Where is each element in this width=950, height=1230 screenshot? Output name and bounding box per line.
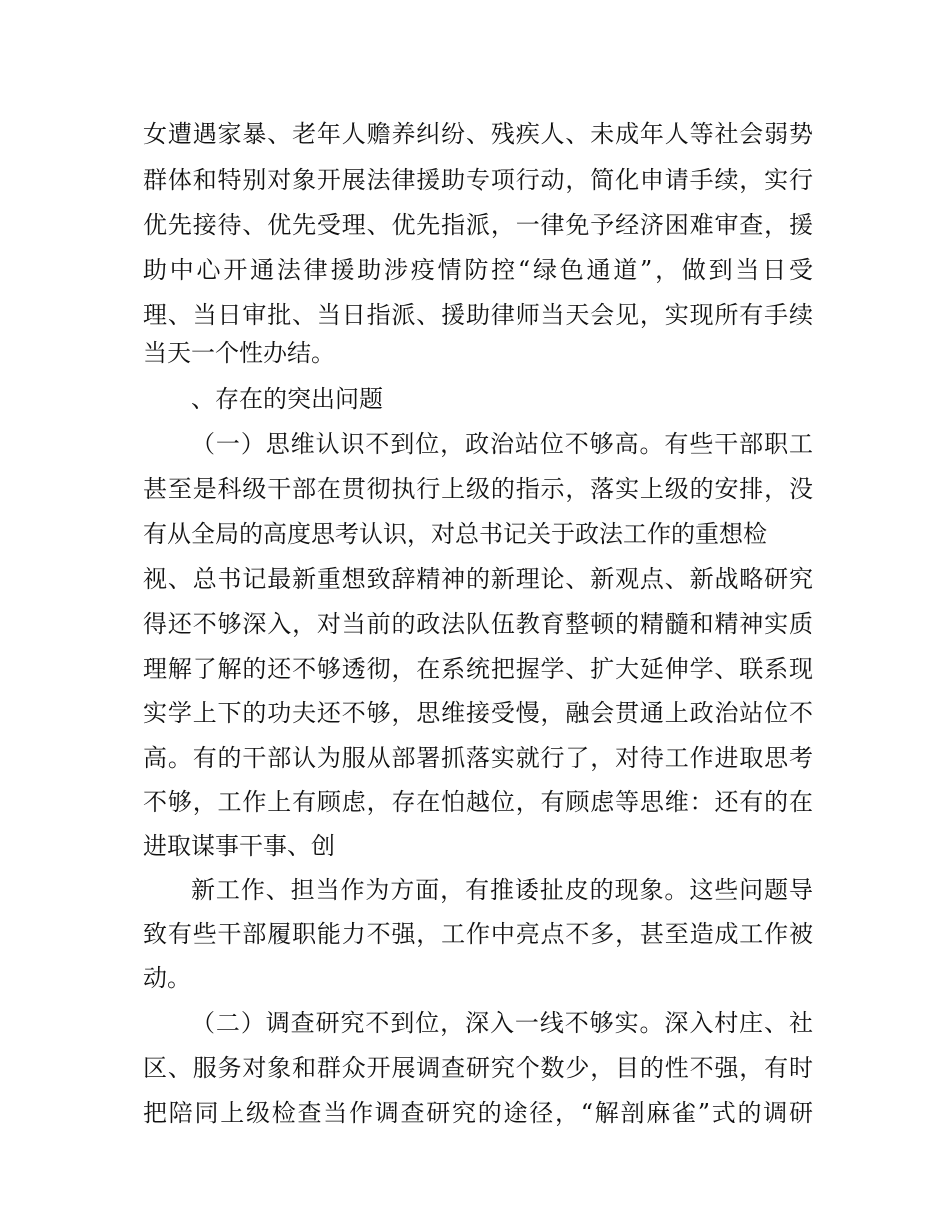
paragraph-line: （二）调查研究不到位，深入一线不够实。深入村庄、社 — [191, 1009, 813, 1037]
paragraph-line: 把陪同上级检查当作调查研究的途径，“解剖麻雀”式的调研 — [143, 1099, 813, 1127]
paragraph-line: 理、当日审批、当日指派、援助律师当天会见，实现所有手续 — [143, 301, 813, 329]
paragraph-line: 高。有的干部认为服从部署抓落实就行了，对待工作进取思考 — [143, 744, 813, 772]
paragraph-line: 区、服务对象和群众开展调查研究个数少，目的性不强，有时 — [143, 1054, 813, 1082]
paragraph-line: 甚至是科级干部在贯彻执行上级的指示，落实上级的安排，没 — [143, 475, 813, 503]
paragraph-line: 助中心开通法律援助涉疫情防控“绿色通道”，做到当日受 — [143, 256, 813, 284]
paragraph-line: 群体和特别对象开展法律援助专项行动，简化申请手续，实行 — [143, 166, 813, 194]
paragraph-line: 有从全局的高度思考认识，对总书记关于政法工作的重想检 — [143, 520, 767, 548]
paragraph-line: 动。 — [143, 964, 191, 992]
paragraph-line: 优先接待、优先受理、优先指派，一律免予经济困难审查，援 — [143, 211, 813, 239]
paragraph-line: 女遭遇家暴、老年人赡养纠纷、残疾人、未成年人等社会弱势 — [143, 120, 813, 148]
paragraph-line: 实学上下的功夫还不够，思维接受慢，融会贯通上政治站位不 — [143, 699, 813, 727]
paragraph-line: 理解了解的还不够透彻，在系统把握学、扩大延伸学、联系现 — [143, 655, 813, 683]
paragraph-line: （一）思维认识不到位，政治站位不够高。有些干部职工 — [191, 430, 813, 458]
paragraph-line: 新工作、担当作为方面，有推诿扯皮的现象。这些问题导 — [191, 876, 813, 904]
paragraph-line: 视、总书记最新重想致辞精神的新理论、新观点、新战略研究 — [143, 565, 813, 593]
paragraph-line: 不够，工作上有顾虑，存在怕越位，有顾虑等思维：还有的在 — [143, 788, 813, 816]
paragraph-line: 当天一个性办结。 — [143, 339, 335, 367]
paragraph-line: 得还不够深入，对当前的政法队伍教育整顿的精髓和精神实质 — [143, 610, 813, 638]
paragraph-line: 致有些干部履职能力不强，工作中亮点不多，甚至造成工作被 — [143, 920, 813, 948]
section-heading: 、存在的突出问题 — [191, 385, 383, 413]
paragraph-line: 进取谋事干事、创 — [143, 832, 335, 860]
